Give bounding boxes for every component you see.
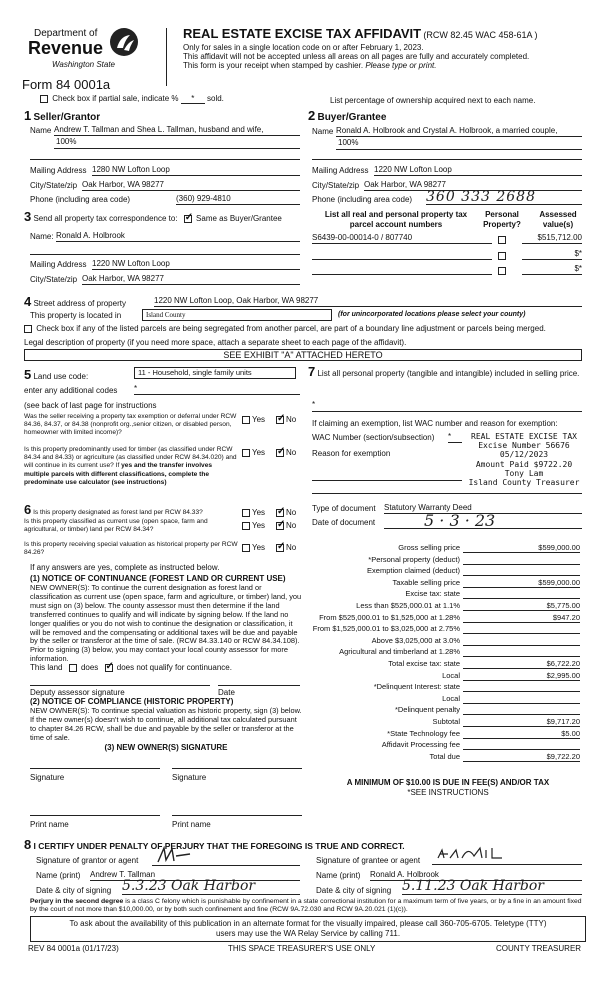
fee-row xyxy=(308,659,580,670)
fee-label: Above $3,025,000 at 3.0% xyxy=(371,635,460,645)
q-timber xyxy=(24,446,238,487)
parcel-header-3b: value(s) xyxy=(542,220,574,229)
section7-label: List all personal property (tangible and intangible) included in selling price. xyxy=(317,369,580,378)
assessed-value[interactable]: $515,712.00 xyxy=(522,233,582,244)
doc-date-label: Date of document xyxy=(312,518,376,527)
does-checkbox[interactable] xyxy=(69,664,77,672)
yes-label: Yes xyxy=(252,521,266,530)
stamp-line-5: Tony Lam xyxy=(504,468,544,478)
fee-value[interactable] xyxy=(463,682,580,692)
fee-value[interactable]: $5,775.00 xyxy=(463,601,580,611)
q-timber-yes-checkbox[interactable] xyxy=(242,449,250,457)
street-label: Street address of property xyxy=(33,299,126,308)
fee-label: Local xyxy=(442,670,460,680)
grantor-sig-field[interactable] xyxy=(152,848,300,866)
notice1-title: (1) NOTICE OF CONTINUANCE (FOREST LAND OR CURRENT USE) xyxy=(30,574,286,583)
grantor-signature-icon xyxy=(156,846,216,864)
no-label: No xyxy=(286,521,297,530)
wac-label: WAC Number (section/subsection) xyxy=(312,433,435,442)
footer-space: THIS SPACE TREASURER'S USE ONLY xyxy=(228,944,376,953)
land-use-row xyxy=(24,367,88,382)
section8-num: 8 xyxy=(24,837,32,852)
q-exemption: Was the seller receiving a property tax exemption or deferral under RCW 84.36, 84.37, or 84.38 (nonprofit org.,senior citizen, or disabled person, homeowner with limited income)? xyxy=(24,413,237,437)
doc-type-field[interactable]: Statutory Warranty Deed xyxy=(384,503,582,514)
fee-row xyxy=(308,717,580,728)
grantee-date-label: Date & city of signing xyxy=(316,886,392,895)
q-forest-yes-checkbox[interactable] xyxy=(242,509,250,517)
seller-name-label: Name xyxy=(30,126,52,135)
segregated-row xyxy=(24,324,546,333)
land-use-num: 5 xyxy=(24,367,32,382)
fee-row xyxy=(308,740,580,751)
fee-value[interactable] xyxy=(463,740,580,750)
fee-label: Agricultural and timberland at 1.28% xyxy=(339,647,460,657)
this-land-label: This land xyxy=(30,663,63,672)
fee-label: Subtotal xyxy=(432,717,460,726)
no-label: No xyxy=(286,543,297,552)
stamp-line-2: Excise Number 56676 xyxy=(478,441,570,451)
fee-value[interactable]: $6,722.20 xyxy=(463,659,580,669)
corr-city-label: City/State/zip xyxy=(30,275,78,284)
parcel-row xyxy=(312,249,582,262)
county-select[interactable] xyxy=(142,309,332,321)
fee-row xyxy=(308,705,580,716)
seller-heading xyxy=(24,108,100,123)
segregated-checkbox[interactable] xyxy=(24,325,32,333)
section7-num: 7 xyxy=(308,364,316,379)
fee-row xyxy=(308,613,580,624)
notice2-title: (2) NOTICE OF COMPLIANCE (HISTORIC PROPERTY) xyxy=(30,697,234,706)
fee-value[interactable] xyxy=(463,694,580,704)
stamp-line-4: Amount Paid $9722.20 xyxy=(475,459,573,469)
fee-value[interactable]: $9,722.20 xyxy=(463,752,580,762)
additional-codes-label: enter any additional codes xyxy=(24,386,118,395)
q-timber-no xyxy=(276,448,296,457)
dor-logo xyxy=(20,24,140,74)
corr-blank-line xyxy=(30,247,300,255)
fee-label: *Delinquent penalty xyxy=(394,705,460,715)
treasurer-stamp xyxy=(462,432,586,487)
personal-property-checkbox[interactable] xyxy=(498,267,506,275)
fee-label: *Delinquent Interest: state xyxy=(373,682,460,692)
q-forest xyxy=(24,502,238,517)
see-instructions: *SEE INSTRUCTIONS xyxy=(407,788,489,797)
notice1-body: NEW OWNER(S): To continue the current designation as forest land or classification as current use (open space, farm and agriculture, or timber) land, you must sign on (3) below. The county assessor must then determine if the land transferred continues to qualify and will indicate by signing below. If the land no longer qualifies or you do not wish to continue the designation or classification, it will be removed and the compensating or additional taxes will be due and payable by the seller or transferor at the time of sale. (RCW 84.33.140 or RCW 84.34.108). Prior to signing (3) below, you may contact your local county assessor for more information. xyxy=(30,583,302,664)
fee-row xyxy=(308,647,580,658)
land-use-select[interactable] xyxy=(134,367,296,379)
corr-num: 3 xyxy=(24,209,32,224)
grantee-name-field[interactable]: Ronald A. Holbrook xyxy=(370,870,582,881)
section6-num: 6 xyxy=(24,502,32,517)
q-current-use-yes xyxy=(242,521,265,530)
does-not-checkbox[interactable] xyxy=(105,664,113,672)
wa-logo-icon xyxy=(108,26,140,58)
new-owner-sig-title: (3) NEW OWNER(S) SIGNATURE xyxy=(104,743,228,752)
q-forest-text: Is this property designated as forest land per RCW 84.33? xyxy=(33,509,203,516)
partial-sale-checkbox[interactable] xyxy=(40,95,48,103)
q-exemption-yes-checkbox[interactable] xyxy=(242,416,250,424)
buyer-city-field[interactable]: Oak Harbor, WA 98277 xyxy=(364,180,582,191)
fee-row xyxy=(308,682,580,693)
additional-codes-field[interactable]: * xyxy=(134,384,300,395)
fee-label: Exemption claimed (deduct) xyxy=(367,566,460,576)
perjury-text: is a class C felony which is punishable by confinement in a state correctional institution for a maximum term of five years, or by a fine in an amount fixed by the court of not more than $10,000.00, or by both such confinement and fine (RCW 9A.72.030 and RCW 9A.20.021 (1)(c)). xyxy=(30,898,582,914)
fee-label: Taxable selling price xyxy=(392,577,460,587)
personal-property-checkbox[interactable] xyxy=(498,252,506,260)
fee-value[interactable] xyxy=(463,636,580,646)
q-historic: Is this property receiving special valuation as historical property per RCW 84.26? xyxy=(24,541,238,557)
land-use-value: 11 - Household, single family units xyxy=(138,368,252,377)
owner-sig-line-2[interactable] xyxy=(172,759,302,769)
q-exemption-yes xyxy=(242,415,265,424)
parcel-number[interactable]: S6439-00-00014-0 / 807740 xyxy=(312,233,492,244)
seller-num: 1 xyxy=(24,108,32,123)
dept-line2: Revenue xyxy=(28,38,104,58)
fee-row xyxy=(308,555,580,566)
dept-line1: Department of xyxy=(34,28,98,39)
same-as-buyer-label: Same as Buyer/Grantee xyxy=(196,214,282,223)
partial-sale-sold: sold. xyxy=(207,94,224,103)
buyer-city-label: City/State/zip xyxy=(312,181,360,190)
q-timber-yes xyxy=(242,448,265,457)
deputy-date-label: Date xyxy=(218,688,235,697)
q-current-use-no-checkbox[interactable] xyxy=(276,522,284,530)
parcel-header-2b: Property? xyxy=(483,220,521,229)
seller-blank-line xyxy=(30,152,300,160)
fee-value[interactable]: $599,000.00 xyxy=(463,543,580,553)
parcel-number[interactable] xyxy=(312,249,492,260)
header-line3b: Please type or print. xyxy=(365,61,437,70)
owner-print-label-1: Print name xyxy=(30,820,69,829)
parcel-header-2 xyxy=(478,210,526,230)
buyer-blank-line xyxy=(312,152,582,160)
street-row xyxy=(24,294,126,309)
buyer-name-field[interactable]: Ronald A. Holbrook and Crystal A. Holbrook, a married couple, xyxy=(336,126,582,137)
personal-property-field[interactable]: * xyxy=(312,400,582,412)
stamp-line-6: Island County Treasurer xyxy=(468,478,580,488)
fee-value[interactable] xyxy=(463,555,580,565)
any-yes-note: If any answers are yes, complete as instructed below. xyxy=(30,563,220,572)
parcel-number[interactable] xyxy=(312,264,492,275)
seller-name-field2[interactable]: 100% xyxy=(54,137,300,149)
fee-value[interactable] xyxy=(463,647,580,657)
fee-value[interactable]: $5.00 xyxy=(463,729,580,739)
grantor-date-label: Date & city of signing xyxy=(36,886,112,895)
same-as-buyer-checkbox[interactable] xyxy=(184,215,192,223)
fee-label: Local xyxy=(442,693,460,703)
fee-row xyxy=(308,601,580,612)
owner-print-line-2[interactable] xyxy=(172,786,302,816)
grantor-name-label: Name (print) xyxy=(36,871,81,880)
seller-mail-field[interactable]: 1280 NW Lofton Loop xyxy=(92,165,300,176)
assessed-value[interactable]: $* xyxy=(522,264,582,275)
form-title-block xyxy=(183,26,588,70)
fee-value[interactable]: $2,995.00 xyxy=(463,671,580,681)
fee-row xyxy=(308,671,580,682)
buyer-mail-label: Mailing Address xyxy=(312,166,369,175)
personal-property-checkbox[interactable] xyxy=(498,236,506,244)
certify-text: I CERTIFY UNDER PENALTY OF PERJURY THAT THE FOREGOING IS TRUE AND CORRECT. xyxy=(33,841,405,851)
fee-label: *State Technology fee xyxy=(387,728,460,738)
legal-label: Legal description of property (if you need more space, attach a separate sheet to each page of the affidavit). xyxy=(24,338,407,347)
no-label: No xyxy=(286,448,297,457)
fee-row xyxy=(308,729,580,740)
exemption-label: If claiming an exemption, list WAC number and reason for exemption: xyxy=(312,419,558,428)
header-line2: This affidavit will not be accepted unless all areas on all pages are fully and accurately completed. xyxy=(183,52,530,61)
partial-sale-value[interactable]: * xyxy=(181,94,205,104)
grantee-sig-field[interactable] xyxy=(432,846,582,865)
stamp-line-3: 05/12/2023 xyxy=(499,450,549,460)
header-line3a: This form is your receipt when stamped by cashier. xyxy=(183,61,364,70)
seller-phone-label: Phone (including area code) xyxy=(30,195,131,204)
q-forest-no xyxy=(276,508,296,517)
q-historic-no-checkbox[interactable] xyxy=(276,544,284,552)
perjury-note xyxy=(30,898,586,914)
footer-rev: REV 84 0001a (01/17/23) xyxy=(28,944,119,953)
partial-sale-label: Check box if partial sale, indicate % xyxy=(52,94,179,103)
seller-phone-field[interactable]: (360) 929-4810 xyxy=(176,194,300,205)
q-current-use-yes-checkbox[interactable] xyxy=(242,522,250,530)
assessed-value[interactable]: $* xyxy=(522,249,582,260)
does-label: does xyxy=(80,663,99,672)
grantor-sig-label: Signature of grantor or agent xyxy=(36,856,139,865)
footer-county: COUNTY TREASURER xyxy=(496,944,582,953)
corr-mail-label: Mailing Address xyxy=(30,260,87,269)
grantor-date-field[interactable]: 5.3.23 Oak Harbor xyxy=(122,878,300,895)
deputy-sig-line[interactable] xyxy=(30,676,210,686)
fee-row xyxy=(308,589,580,600)
no-label: No xyxy=(286,508,297,517)
q-timber-text: Is this property predominantly used for timber (as classified under RCW 84.34 and 84.33) or agriculture (as classified under RCW 84.34.020) and will continue in its current use? If xyxy=(24,446,237,470)
corr-mail-field[interactable]: 1220 NW Lofton Loop xyxy=(92,259,300,270)
perjury-bold: Perjury in the second degree xyxy=(30,898,124,905)
street-field[interactable]: 1220 NW Lofton Loop, Oak Harbor, WA 98277 xyxy=(154,296,582,307)
buyer-heading xyxy=(308,108,386,123)
yes-label: Yes xyxy=(252,448,266,457)
seller-mail-label: Mailing Address xyxy=(30,166,87,175)
fee-label: Excise tax: state xyxy=(405,589,460,599)
section7-head xyxy=(308,364,588,379)
fee-label: Total excise tax: state xyxy=(388,659,460,668)
owner-print-line-1[interactable] xyxy=(30,786,160,816)
deputy-date-line[interactable] xyxy=(218,676,300,686)
q-exemption-no-checkbox[interactable] xyxy=(276,416,284,424)
form-rcw: (RCW 82.45 WAC 458-61A ) xyxy=(423,30,538,40)
owner-sig-line-1[interactable] xyxy=(30,759,160,769)
grantee-name-label: Name (print) xyxy=(316,871,361,880)
deputy-sig-label: Deputy assessor signature xyxy=(30,688,125,697)
form-title: REAL ESTATE EXCISE TAX AFFIDAVIT xyxy=(183,26,422,41)
wac-field[interactable]: * xyxy=(448,432,462,443)
owner-print-label-2: Print name xyxy=(172,820,211,829)
parcel-header-1b: parcel account numbers xyxy=(349,220,443,229)
does-not-label: does not qualify for continuance. xyxy=(116,663,232,672)
partial-sale-row xyxy=(40,94,224,104)
q-forest-no-checkbox[interactable] xyxy=(276,509,284,517)
owner-sig-label-1: Signature xyxy=(30,773,65,782)
fee-row xyxy=(308,694,580,705)
stamp-line-1: REAL ESTATE EXCISE TAX xyxy=(471,432,577,441)
property-num: 4 xyxy=(24,294,32,309)
buyer-name-field2[interactable]: 100% xyxy=(336,138,582,150)
parcel-header-1 xyxy=(312,210,480,230)
county-select-value: Island County xyxy=(146,311,186,319)
land-use-label: Land use code: xyxy=(33,372,89,381)
corr-name-field[interactable]: Ronald A. Holbrook xyxy=(56,231,300,242)
fee-label: Affidavit Processing fee xyxy=(381,740,460,750)
located-label: This property is located in xyxy=(30,311,122,320)
parcel-header-2a: Personal xyxy=(485,210,519,219)
ownership-note: List percentage of ownership acquired next to each name. xyxy=(330,96,536,105)
dept-line3: Washington State xyxy=(52,60,116,69)
fee-row xyxy=(308,578,580,589)
header-divider xyxy=(166,28,167,86)
buyer-phone-label: Phone (including area code) xyxy=(312,195,413,204)
buyer-title: Buyer/Grantee xyxy=(317,112,387,123)
seller-name-field[interactable]: Andrew T. Tallman and Shea L. Tallman, husband and wife, xyxy=(54,125,300,136)
segregated-label: Check box if any of the listed parcels are being segregated from another parcel, are part of a boundary line adjustment or parcels being merged. xyxy=(36,324,546,333)
seller-city-label: City/State/zip xyxy=(30,181,78,190)
q-current-use: Is this property classified as current use (open space, farm and agricultural, or timber) land per RCW 84.34? xyxy=(24,518,208,534)
alt-format-box: To ask about the availability of this publication in an alternate format for the visually impaired, please call 360-705-6705. Teletype (TTY) users may use the WA Relay Service by calling 711. xyxy=(30,916,586,942)
fee-row xyxy=(308,752,580,763)
grantor-name-field[interactable]: Andrew T. Tallman xyxy=(90,870,300,881)
yes-label: Yes xyxy=(252,508,266,517)
notice2-body: NEW OWNER(S): To continue special valuation as historic property, sign (3) below. If the new owner(s) doesn't wish to continue, all additional tax calculated pursuant to chapter 84.26 RCW, shall be due and payable by the seller or transferor at the time of sale. xyxy=(30,706,302,742)
buyer-phone-field[interactable]: 360 333 2688 xyxy=(426,189,582,205)
fee-value[interactable]: $9,717.20 xyxy=(463,717,580,727)
buyer-num: 2 xyxy=(308,108,316,123)
header-line1: Only for sales in a single location code on or after February 1, 2023. xyxy=(183,43,424,52)
q-historic-yes xyxy=(242,543,265,552)
parcel-row xyxy=(312,264,582,277)
fee-value[interactable] xyxy=(463,705,580,715)
doc-date-field[interactable]: 5 · 3 · 23 xyxy=(384,511,582,529)
grantee-sig-label: Signature of grantee or agent xyxy=(316,856,421,865)
minimum-note: A MINIMUM OF $10.00 IS DUE IN FEE(S) AND/OR TAX xyxy=(346,778,550,787)
corr-city-field[interactable]: Oak Harbor, WA 98277 xyxy=(82,274,300,285)
form-number: Form 84 0001a xyxy=(22,77,111,92)
q-forest-yes xyxy=(242,508,265,517)
fee-value[interactable] xyxy=(463,624,580,634)
corr-label: Send all property tax correspondence to: xyxy=(33,214,178,223)
fee-label: From $525,000.01 to $1,525,000 at 1.28% xyxy=(319,612,460,622)
q-timber-bold: yes and the transfer involves multiple parcels with different classifications, complete the predominate use calculator (see instructions) xyxy=(24,462,213,486)
fee-row xyxy=(308,636,580,647)
owner-sig-label-2: Signature xyxy=(172,773,207,782)
fee-row xyxy=(308,624,580,635)
fee-label: Less than $525,000.01 at 1.1% xyxy=(356,601,460,610)
grantee-date-field[interactable]: 5.11.23 Oak Harbor xyxy=(402,878,582,895)
fee-row xyxy=(308,543,580,554)
parcel-header-3a: Assessed xyxy=(539,210,577,219)
fee-label: Gross selling price xyxy=(398,543,460,552)
fee-value[interactable]: $947.20 xyxy=(463,613,580,623)
fee-value[interactable] xyxy=(463,566,580,576)
grantee-signature-icon xyxy=(436,844,526,862)
buyer-mail-field[interactable]: 1220 NW Lofton Loop xyxy=(374,165,582,176)
no-label: No xyxy=(286,415,297,424)
legal-field[interactable]: SEE EXHIBIT "A" ATTACHED HERETO xyxy=(24,349,582,361)
q-exemption-no xyxy=(276,415,296,424)
q-timber-no-checkbox[interactable] xyxy=(276,449,284,457)
seller-title: Seller/Grantor xyxy=(33,112,101,123)
yes-label: Yes xyxy=(252,415,266,424)
parcel-row xyxy=(312,233,582,246)
yes-label: Yes xyxy=(252,543,266,552)
reason-line-2[interactable] xyxy=(312,488,582,494)
fee-label: *Personal property (deduct) xyxy=(368,554,460,564)
correspondence-row xyxy=(24,209,282,224)
fee-value[interactable] xyxy=(463,589,580,599)
seller-city-field[interactable]: Oak Harbor, WA 98277 xyxy=(82,180,300,191)
parcel-header-1a: List all real and personal property tax xyxy=(324,210,468,219)
doc-type-label: Type of document xyxy=(312,504,376,513)
parcel-header-3 xyxy=(530,210,586,230)
q-current-use-no xyxy=(276,521,296,530)
corr-name-label: Name: xyxy=(30,232,54,241)
fee-row xyxy=(308,566,580,577)
q-historic-yes-checkbox[interactable] xyxy=(242,544,250,552)
q-historic-no xyxy=(276,543,296,552)
fee-label: Total due xyxy=(429,751,460,761)
continuance-row xyxy=(30,663,232,672)
fee-label: From $1,525,000.01 to $3,025,000 at 2.75% xyxy=(312,624,460,634)
unincorporated-note: (for unincorporated locations please select your county) xyxy=(338,311,526,318)
see-back-label: (see back of last page for instructions xyxy=(24,401,157,410)
buyer-name-label: Name xyxy=(312,127,334,136)
reason-label: Reason for exemption xyxy=(312,449,391,458)
fee-value[interactable]: $599,000.00 xyxy=(463,578,580,588)
